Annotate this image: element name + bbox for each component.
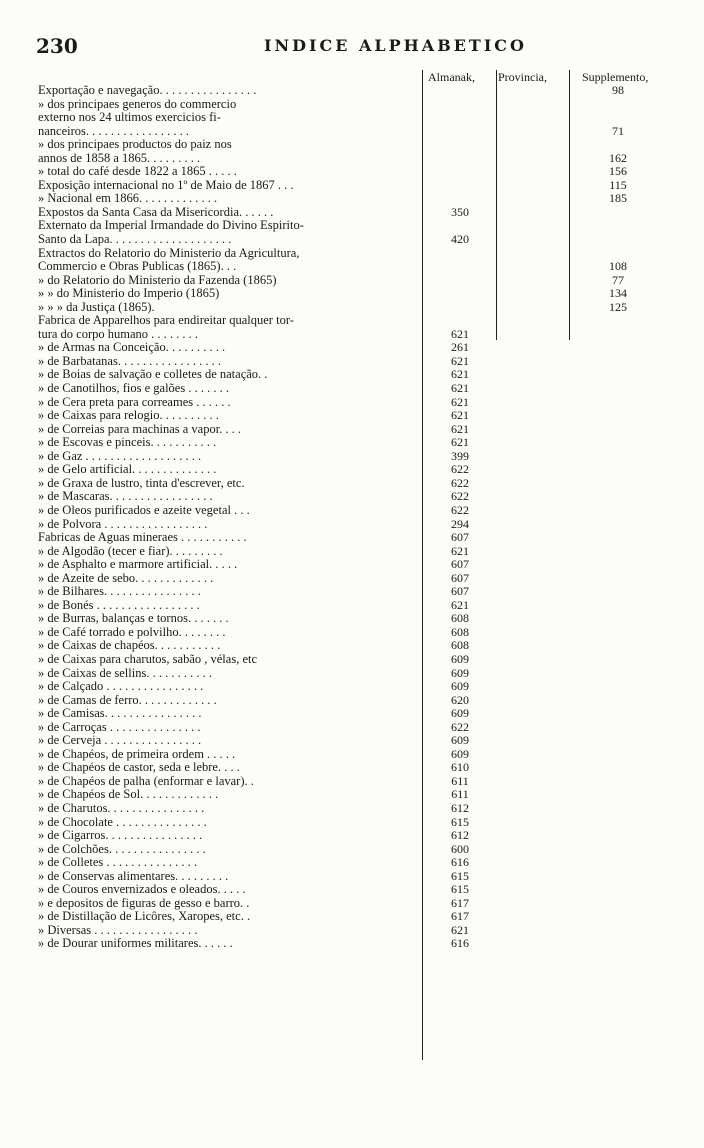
index-entry-text: » de Gaz . . . . . . . . . . . . . . . . . . . xyxy=(38,449,202,463)
index-row xyxy=(38,328,678,342)
almanak-page: 600 xyxy=(451,841,469,856)
index-row xyxy=(38,314,678,328)
almanak-page: 615 xyxy=(451,882,469,897)
index-row xyxy=(38,612,678,626)
almanak-page: 621 xyxy=(451,394,469,409)
index-entry-text: » de Oleos purificados e azeite vegetal . . . xyxy=(38,503,250,517)
index-entry-text: » de Café torrado e polvilho. . . . . . . . xyxy=(38,625,226,639)
index-entry-text: » de Asphalto e marmore artificial. . . . . xyxy=(38,558,238,572)
almanak-page: 399 xyxy=(451,448,469,463)
index-row xyxy=(38,287,678,301)
almanak-page: 612 xyxy=(451,828,469,843)
index-entry-text: » de Escovas e pinceis. . . . . . . . . . . xyxy=(38,436,217,450)
supplemento-page: 134 xyxy=(609,286,627,301)
column-header-almanak: Almanak, xyxy=(428,70,475,84)
index-entry-text: » de Chapéos de palha (enformar e lavar). . xyxy=(38,774,254,788)
index-row xyxy=(38,653,678,667)
almanak-page: 611 xyxy=(451,787,469,802)
index-entry-text: Fabrica de Apparelhos para endireitar qualquer tor- xyxy=(38,314,294,328)
index-row xyxy=(38,490,678,504)
index-entry-text: » de Algodão (tecer e fiar). . . . . . . . . xyxy=(38,544,223,558)
almanak-page: 622 xyxy=(451,489,469,504)
index-row xyxy=(38,883,678,897)
running-head: INDICE ALPHABETICO xyxy=(264,36,527,55)
index-row xyxy=(38,260,678,274)
almanak-page: 611 xyxy=(451,773,469,788)
index-table xyxy=(38,84,678,951)
index-entry-text: » de Distillação de Licôres, Xaropes, etc. . xyxy=(38,910,251,924)
index-row xyxy=(38,423,678,437)
almanak-page: 612 xyxy=(451,800,469,815)
index-row xyxy=(38,274,678,288)
index-entry-text: » de Camas de ferro. . . . . . . . . . . . . xyxy=(38,693,217,707)
index-row xyxy=(38,477,678,491)
index-row xyxy=(38,599,678,613)
index-row xyxy=(38,98,678,112)
index-row xyxy=(38,301,678,315)
index-row xyxy=(38,721,678,735)
index-row xyxy=(38,558,678,572)
index-entry-text: » de Chocolate . . . . . . . . . . . . . . . xyxy=(38,815,207,829)
index-entry-text: » dos principaes productos do paiz nos xyxy=(38,138,232,152)
index-row xyxy=(38,233,678,247)
index-row xyxy=(38,924,678,938)
almanak-page: 622 xyxy=(451,475,469,490)
almanak-page: 617 xyxy=(451,895,469,910)
supplemento-page: 185 xyxy=(609,191,627,206)
almanak-page: 608 xyxy=(451,638,469,653)
index-entry-text: Extractos do Relatorio do Ministerio da Agricultura, xyxy=(38,246,300,260)
index-entry-text: externo nos 24 ultimos exercicios fi- xyxy=(38,111,221,125)
index-entry-text: » de Cera preta para correames . . . . . . xyxy=(38,395,231,409)
index-entry-text: » Diversas . . . . . . . . . . . . . . . . . xyxy=(38,923,198,937)
index-row xyxy=(38,788,678,802)
column-header-supplemento: Supplemento, xyxy=(582,70,649,84)
index-entry-text: » de Barbatanas. . . . . . . . . . . . . . . . . xyxy=(38,354,221,368)
index-row xyxy=(38,937,678,951)
index-entry-text: Exportação e navegação. . . . . . . . . . . . . . . . xyxy=(38,84,257,97)
supplemento-page: 108 xyxy=(609,259,627,274)
index-entry-text: » de Cerveja . . . . . . . . . . . . . . . . xyxy=(38,734,202,748)
almanak-page: 294 xyxy=(451,516,469,531)
index-row xyxy=(38,585,678,599)
index-row xyxy=(38,179,678,193)
index-row xyxy=(38,802,678,816)
index-entry-text: tura do corpo humano . . . . . . . . xyxy=(38,327,199,341)
index-entry-text: » de Armas na Conceição. . . . . . . . . . xyxy=(38,341,226,355)
index-entry-text: Santo da Lapa. . . . . . . . . . . . . . . . . . . . xyxy=(38,233,232,247)
almanak-page: 622 xyxy=(451,462,469,477)
index-entry-text: » de Conservas alimentares. . . . . . . . . xyxy=(38,869,229,883)
almanak-page: 617 xyxy=(451,909,469,924)
supplemento-page: 71 xyxy=(612,123,624,138)
almanak-page: 621 xyxy=(451,408,469,423)
index-row xyxy=(38,368,678,382)
index-row xyxy=(38,870,678,884)
index-entry-text: » de Graxa de lustro, tinta d'escrever, etc. xyxy=(38,476,245,490)
almanak-page: 621 xyxy=(451,421,469,436)
index-row xyxy=(38,775,678,789)
index-row xyxy=(38,694,678,708)
index-entry-text: » dos principaes generos do commercio xyxy=(38,97,237,111)
almanak-page: 609 xyxy=(451,733,469,748)
almanak-page: 616 xyxy=(451,855,469,870)
page-header xyxy=(36,34,676,56)
index-entry-text: » de Chapéos de castor, seda e lebre. . . . xyxy=(38,761,240,775)
index-row xyxy=(38,247,678,261)
almanak-page: 609 xyxy=(451,706,469,721)
index-entry-text: Commercio e Obras Publicas (1865). . . xyxy=(38,260,237,274)
almanak-page: 622 xyxy=(451,502,469,517)
almanak-page: 607 xyxy=(451,584,469,599)
index-row xyxy=(38,843,678,857)
index-row xyxy=(38,748,678,762)
index-entry-text: » total do café desde 1822 a 1865 . . . . . xyxy=(38,165,237,179)
index-entry-text: » de Calçado . . . . . . . . . . . . . . . . xyxy=(38,680,204,694)
almanak-page: 621 xyxy=(451,435,469,450)
index-entry-text: nanceiros. . . . . . . . . . . . . . . . . xyxy=(38,124,190,138)
index-entry-text: » de Mascaras. . . . . . . . . . . . . . . . . xyxy=(38,490,213,504)
index-entry-text: » » » da Justiça (1865). xyxy=(38,300,155,314)
index-entry-text: » do Relatorio do Ministerio da Fazenda (1865) xyxy=(38,273,277,287)
index-entry-text: » e depositos de figuras de gesso e barro. . xyxy=(38,896,250,910)
index-entry-text: » de Chapéos de Sol. . . . . . . . . . . . . xyxy=(38,788,219,802)
index-entry-text: » de Colletes . . . . . . . . . . . . . . . xyxy=(38,856,198,870)
index-entry-text: Externato da Imperial Irmandade do Divino Espirito- xyxy=(38,219,304,233)
index-row xyxy=(38,152,678,166)
almanak-page: 610 xyxy=(451,760,469,775)
index-entry-text: annos de 1858 a 1865. . . . . . . . . xyxy=(38,151,201,165)
index-row xyxy=(38,639,678,653)
index-row xyxy=(38,626,678,640)
almanak-page: 615 xyxy=(451,868,469,883)
index-entry-text: » Nacional em 1866. . . . . . . . . . . . . xyxy=(38,192,218,206)
index-row xyxy=(38,707,678,721)
almanak-page: 620 xyxy=(451,692,469,707)
index-entry-text: » de Polvora . . . . . . . . . . . . . . . . . xyxy=(38,517,208,531)
almanak-page: 607 xyxy=(451,570,469,585)
almanak-page: 621 xyxy=(451,543,469,558)
index-row xyxy=(38,816,678,830)
index-row xyxy=(38,829,678,843)
index-row xyxy=(38,761,678,775)
index-entry-text: » de Azeite de sebo. . . . . . . . . . . . . xyxy=(38,571,214,585)
supplemento-page: 77 xyxy=(612,272,624,287)
index-entry-text: » de Caixas de chapéos. . . . . . . . . . . xyxy=(38,639,221,653)
index-row xyxy=(38,531,678,545)
index-row xyxy=(38,341,678,355)
index-row xyxy=(38,897,678,911)
index-entry-text: » de Boias de salvação e colletes de natação. . xyxy=(38,368,268,382)
index-entry-text: » de Burras, balanças e tornos. . . . . . . xyxy=(38,612,229,626)
almanak-page: 621 xyxy=(451,353,469,368)
almanak-page: 420 xyxy=(451,232,469,247)
index-row xyxy=(38,504,678,518)
index-entry-text: » de Colchões. . . . . . . . . . . . . . . . xyxy=(38,842,206,856)
almanak-page: 609 xyxy=(451,651,469,666)
almanak-page: 621 xyxy=(451,326,469,341)
supplemento-page: 125 xyxy=(609,299,627,314)
supplemento-page: 162 xyxy=(609,150,627,165)
index-entry-text: » de Caixas para relogio. . . . . . . . . . xyxy=(38,409,219,423)
index-row xyxy=(38,667,678,681)
almanak-page: 608 xyxy=(451,624,469,639)
index-row xyxy=(38,545,678,559)
almanak-page: 607 xyxy=(451,530,469,545)
index-entry-text: » de Couros envernizados e oleados. . . . . xyxy=(38,883,246,897)
supplemento-page: 98 xyxy=(612,83,624,97)
almanak-page: 622 xyxy=(451,719,469,734)
almanak-page: 621 xyxy=(451,922,469,937)
index-row xyxy=(38,436,678,450)
index-row xyxy=(38,84,678,98)
index-entry-text: » de Caixas de sellins. . . . . . . . . . . xyxy=(38,666,212,680)
almanak-page: 608 xyxy=(451,611,469,626)
index-entry-text: » de Gelo artificial. . . . . . . . . . . . . . xyxy=(38,463,217,477)
almanak-page: 609 xyxy=(451,746,469,761)
column-header-provincia: Provincia, xyxy=(498,70,547,84)
index-entry-text: Fabricas de Aguas mineraes . . . . . . . . . . . xyxy=(38,531,247,545)
index-row xyxy=(38,680,678,694)
supplemento-page: 115 xyxy=(609,177,627,192)
almanak-page: 615 xyxy=(451,814,469,829)
index-row xyxy=(38,463,678,477)
index-entry-text: » de Bilhares. . . . . . . . . . . . . . . . xyxy=(38,585,201,599)
almanak-page: 609 xyxy=(451,679,469,694)
supplemento-page: 156 xyxy=(609,164,627,179)
almanak-page: 261 xyxy=(451,340,469,355)
index-entry-text: » de Dourar uniformes militares. . . . . . xyxy=(38,937,233,951)
page-number: 230 xyxy=(36,34,78,58)
index-row xyxy=(38,111,678,125)
index-entry-text: » de Chapéos, de primeira ordem . . . . . xyxy=(38,747,236,761)
index-row xyxy=(38,396,678,410)
index-entry-text: » de Correias para machinas a vapor. . . . xyxy=(38,422,242,436)
almanak-page: 616 xyxy=(451,936,469,951)
almanak-page: 621 xyxy=(451,597,469,612)
index-entry-text: » de Charutos. . . . . . . . . . . . . . . . xyxy=(38,801,205,815)
almanak-page: 607 xyxy=(451,557,469,572)
index-row xyxy=(38,409,678,423)
index-row xyxy=(38,382,678,396)
index-row xyxy=(38,856,678,870)
index-entry-text: Exposição internacional no 1º de Maio de 1867 . . . xyxy=(38,178,294,192)
index-row xyxy=(38,192,678,206)
index-row xyxy=(38,138,678,152)
index-entry-text: Expostos da Santa Casa da Misericordia. . . . . . xyxy=(38,205,274,219)
almanak-page: 609 xyxy=(451,665,469,680)
index-entry-text: » de Camisas. . . . . . . . . . . . . . . . xyxy=(38,707,202,721)
index-row xyxy=(38,910,678,924)
index-row xyxy=(38,125,678,139)
index-entry-text: » de Cigarros. . . . . . . . . . . . . . . . xyxy=(38,829,203,843)
almanak-page: 350 xyxy=(451,204,469,219)
index-entry-text: » de Canotilhos, fios e galões . . . . . . . xyxy=(38,382,229,396)
index-entry-text: » de Bonés . . . . . . . . . . . . . . . . . xyxy=(38,598,200,612)
index-entry-text: » de Caixas para charutos, sabão , vélas, etc xyxy=(38,652,258,666)
index-entry-text: » » do Ministerio do Imperio (1865) xyxy=(38,287,220,301)
almanak-page: 621 xyxy=(451,367,469,382)
index-row xyxy=(38,206,678,220)
index-entry-text: » de Carroças . . . . . . . . . . . . . . . xyxy=(38,720,201,734)
index-row xyxy=(38,219,678,233)
index-row xyxy=(38,518,678,532)
index-row xyxy=(38,450,678,464)
index-row xyxy=(38,572,678,586)
index-row xyxy=(38,165,678,179)
index-row xyxy=(38,734,678,748)
index-row xyxy=(38,355,678,369)
almanak-page: 621 xyxy=(451,381,469,396)
